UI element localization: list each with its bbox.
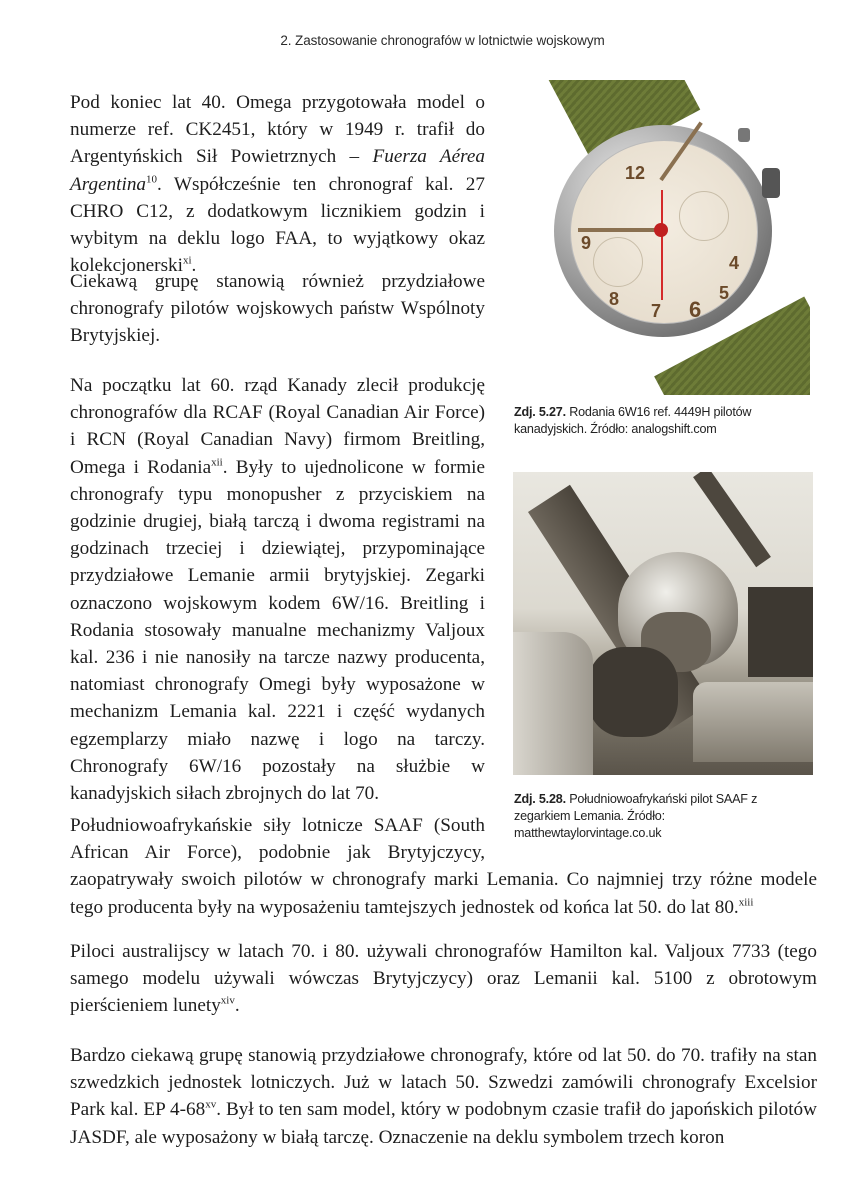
figure-caption-5-27 [514, 404, 814, 438]
text-run: Na początku lat 60. rząd Kanady zlecił produkcję chronografów dla RCAF (Royal Canadian Air Force) i RCN (Royal Canadian Navy) firmom Breitling, Omega i Rodania [70, 375, 485, 478]
cockpit-panel-left [513, 632, 593, 775]
chrono-seconds-hand [661, 190, 663, 300]
subdial-right [679, 191, 729, 241]
text-run: Pod koniec lat 40. Omega przygotowała model o numerze ref. CK2451, który w 1949 r. trafił do Argentyńskich Sił Powietrznych – [70, 92, 485, 168]
caption-text: Południowoafrykański pilot SAAF z zegarkiem Lemania. Źródło: matthewtaylorvintage.co.uk [514, 792, 758, 840]
footnote-ref: xiii [738, 896, 754, 909]
footnote-ref: 10 [146, 173, 158, 186]
text-run: . Były to ujednolicone w formie chronografy typu monopusher z przyciskiem na godzinie drugiej, białą tarczą i dwoma registrami na godzinach trzeciej i dziewiątej, przypominające przydziałowe Lemanie armii brytyjskiej. Zegarki oznaczono wojskowym kodem 6W/16. Breitling i Rodania stosowały manualne mechanizmy Valjoux kal. 236 i nie nanosiły na tarcze nazwy producenta, natomiast chronografy Omegi były wyposażone w mechanizm Lemania kal. 2221 i część wydanych egzemplarzy miało nazwę i logo na tarczy. Chronografy 6W/16 pozostały na służbie w kanadyjskich siłach zbrojnych do lat 70. [70, 456, 485, 805]
text-run: Piloci australijscy w latach 70. i 80. używali chronografów Hamilton kal. Valjoux 7733 (tego samego modelu używali wówczas Brytyjczycy) oraz Lemanii kal. 5100 z obrotowym pierścieniem lunety [70, 941, 817, 1017]
pilot-glove [588, 647, 678, 737]
pilot-in-cockpit-photo [513, 472, 813, 775]
caption-label: Zdj. 5.28. [514, 792, 566, 806]
subdial-left [593, 237, 643, 287]
paragraph-omega-argentina [70, 89, 485, 279]
dial-numeral: 4 [729, 253, 740, 273]
cockpit-equipment [748, 587, 813, 677]
text-run: . [191, 255, 197, 277]
figure-caption-5-28 [514, 791, 814, 842]
paragraph-commonwealth [70, 268, 485, 350]
dial-numeral: 5 [719, 283, 730, 303]
footnote-ref: xiv [220, 995, 235, 1008]
text-run: Południowoafrykańskie siły lotnicze SAAF (South African Air Force), podobnie jak Brytyjczycy, zaopatrywały swoich pilotów w chronografy marki Lemania. Co najmniej trzy różne modele tego producenta były na wyposażeniu tamtejszych jednostek od końca lat 50. do lat 80. [70, 815, 817, 918]
footnote-ref: xii [211, 456, 223, 469]
text-run: Ciekawą grupę stanowią również przydziałowe chronografy pilotów wojskowych państw Wspólnoty Brytyjskiej. [70, 271, 485, 347]
paragraph-canada [70, 372, 485, 807]
paragraph-australia [70, 938, 817, 1020]
dial-numeral: 8 [609, 289, 620, 309]
canopy-rail [693, 472, 771, 567]
dial-numeral: 7 [651, 301, 662, 321]
cockpit-panel-right [693, 682, 813, 762]
italic-term: Fuerza Aérea Argentina [70, 146, 485, 195]
caption-text: Rodania 6W16 ref. 4449H pilotów kanadyjskich. Źródło: analogshift.com [514, 405, 752, 436]
dial-numeral: 12 [625, 163, 646, 183]
hour-hand [578, 228, 660, 232]
running-header: 2. Zastosowanie chronografów w lotnictwie wojskowym [280, 33, 605, 48]
chrono-pusher [738, 128, 750, 142]
chronograph-watch-photo [520, 80, 810, 395]
footnote-ref: xv [205, 1099, 217, 1112]
text-run: . [234, 995, 240, 1017]
paragraph-sweden [70, 1042, 817, 1151]
text-run: . Współcześnie ten chronograf kal. 27 CHRO C12, z dodatkowym licznikiem godzin i wybitym na deklu logo FAA, to wyjątkowy okaz kolekcjonerski [70, 173, 485, 277]
watch-crown [762, 168, 780, 198]
dial-numeral: 9 [581, 233, 592, 253]
text-run: Bardzo ciekawą grupę stanowią przydziałowe chronografy, które od lat 50. do 70. trafiły na stan szwedzkich jednostek lotniczych. Już w latach 50. Szwedzi zamówili chronografy Excelsior Park kal. EP 4-68 [70, 1045, 817, 1121]
center-pin [654, 223, 668, 237]
dial-numeral: 6 [689, 297, 702, 322]
footnote-ref: xi [182, 254, 192, 267]
caption-label: Zdj. 5.27. [514, 405, 566, 419]
text-run: . Był to ten sam model, który w podobnym czasie trafił do japońskich pilotów JASDF, ale wyposażony w białą tarczę. Oznaczenie na deklu symbolem trzech koron [70, 1099, 817, 1148]
